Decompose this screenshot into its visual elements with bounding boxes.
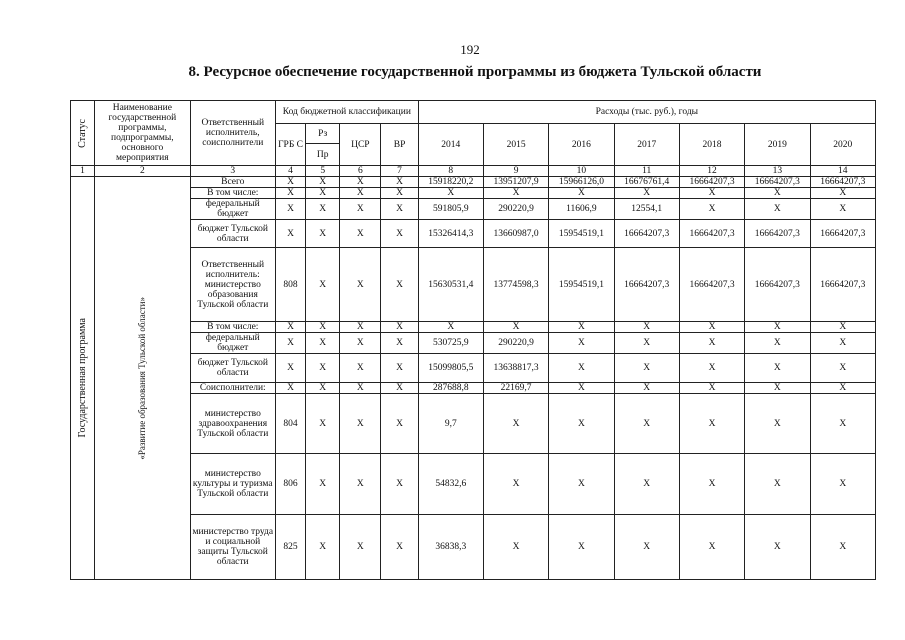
value-cell: X <box>418 188 483 199</box>
col-number: 12 <box>679 166 744 177</box>
value-cell: X <box>810 515 875 580</box>
value-cell: 22169,7 <box>483 383 548 394</box>
status-cell: Государственная программа <box>71 177 95 580</box>
code-cell-grbs: 806 <box>275 454 305 515</box>
row-label: Ответственный исполнитель: министерство образования Тульской области <box>190 248 275 322</box>
value-cell: X <box>549 188 614 199</box>
code-cell-vr: X <box>381 333 418 354</box>
value-cell: X <box>810 199 875 220</box>
code-cell-csr: X <box>340 354 381 383</box>
code-cell-csr: X <box>340 394 381 454</box>
value-cell: X <box>679 383 744 394</box>
value-cell: 15966126,0 <box>549 177 614 188</box>
code-cell-vr: X <box>381 383 418 394</box>
value-cell: X <box>614 333 679 354</box>
code-cell-csr: X <box>340 199 381 220</box>
table-row <box>71 177 876 188</box>
value-cell: X <box>810 333 875 354</box>
value-cell: X <box>614 322 679 333</box>
row-label: федеральный бюджет <box>190 199 275 220</box>
code-cell-csr: X <box>340 177 381 188</box>
value-cell: X <box>679 454 744 515</box>
value-cell: X <box>483 454 548 515</box>
header-year: 2017 <box>614 124 679 166</box>
code-cell-grbs: X <box>275 333 305 354</box>
table-row <box>71 199 876 220</box>
row-label: В том числе: <box>190 322 275 333</box>
value-cell: X <box>614 354 679 383</box>
header-year: 2019 <box>745 124 810 166</box>
header-year: 2016 <box>549 124 614 166</box>
code-cell-rz: X <box>306 248 340 322</box>
value-cell: X <box>679 394 744 454</box>
header-year: 2020 <box>810 124 875 166</box>
value-cell: 54832,6 <box>418 454 483 515</box>
header-status: Статус <box>71 101 95 166</box>
row-label: министерство культуры и туризма Тульской области <box>190 454 275 515</box>
header-pr: Пр <box>306 144 340 166</box>
code-cell-vr: X <box>381 220 418 248</box>
col-number: 13 <box>745 166 810 177</box>
code-cell-grbs: X <box>275 383 305 394</box>
value-cell: 13638817,3 <box>483 354 548 383</box>
code-cell-rz: X <box>306 454 340 515</box>
page-number: 192 <box>460 42 480 57</box>
header-csr: ЦСР <box>340 124 381 166</box>
value-cell: 16664207,3 <box>679 248 744 322</box>
code-cell-rz: X <box>306 220 340 248</box>
code-cell-vr: X <box>381 248 418 322</box>
value-cell: X <box>679 188 744 199</box>
row-label: бюджет Тульской области <box>190 220 275 248</box>
table-row <box>71 354 876 383</box>
code-cell-grbs: X <box>275 199 305 220</box>
col-number: 7 <box>381 166 418 177</box>
value-cell: 12554,1 <box>614 199 679 220</box>
value-cell: X <box>745 322 810 333</box>
value-cell: X <box>483 515 548 580</box>
value-cell: X <box>614 454 679 515</box>
value-cell: 16664207,3 <box>810 220 875 248</box>
value-cell: X <box>679 515 744 580</box>
value-cell: 16664207,3 <box>679 177 744 188</box>
value-cell: 287688,8 <box>418 383 483 394</box>
code-cell-grbs: X <box>275 188 305 199</box>
value-cell: X <box>745 188 810 199</box>
col-number: 5 <box>306 166 340 177</box>
code-cell-csr: X <box>340 220 381 248</box>
code-cell-rz: X <box>306 394 340 454</box>
row-label: федеральный бюджет <box>190 333 275 354</box>
row-label: Всего <box>190 177 275 188</box>
value-cell: 36838,3 <box>418 515 483 580</box>
value-cell: X <box>679 354 744 383</box>
value-cell: X <box>549 322 614 333</box>
code-cell-rz: X <box>306 188 340 199</box>
code-cell-vr: X <box>381 515 418 580</box>
resource-table <box>70 100 876 580</box>
table-row <box>71 394 876 454</box>
value-cell: 591805,9 <box>418 199 483 220</box>
col-number: 11 <box>614 166 679 177</box>
row-label: бюджет Тульской области <box>190 354 275 383</box>
header-executor: Ответственный исполнитель, соисполнители <box>190 101 275 166</box>
value-cell: X <box>549 333 614 354</box>
value-cell: X <box>810 383 875 394</box>
code-cell-vr: X <box>381 454 418 515</box>
value-cell: X <box>810 394 875 454</box>
value-cell: 13951207,9 <box>483 177 548 188</box>
value-cell: X <box>483 322 548 333</box>
table-row <box>71 220 876 248</box>
code-cell-csr: X <box>340 248 381 322</box>
value-cell: 15630531,4 <box>418 248 483 322</box>
code-cell-rz: X <box>306 322 340 333</box>
value-cell: 16664207,3 <box>810 177 875 188</box>
col-number: 2 <box>95 166 190 177</box>
code-cell-grbs: 808 <box>275 248 305 322</box>
value-cell: X <box>549 394 614 454</box>
table-row <box>71 322 876 333</box>
header-row-1 <box>71 101 876 124</box>
value-cell: X <box>745 333 810 354</box>
code-cell-grbs: X <box>275 354 305 383</box>
header-budget-code: Код бюджетной классификации <box>275 101 418 124</box>
header-vr: ВР <box>381 124 418 166</box>
value-cell: X <box>549 354 614 383</box>
code-cell-vr: X <box>381 177 418 188</box>
col-number: 4 <box>275 166 305 177</box>
code-cell-grbs: 804 <box>275 394 305 454</box>
value-cell: X <box>745 354 810 383</box>
value-cell: X <box>679 199 744 220</box>
code-cell-csr: X <box>340 454 381 515</box>
code-cell-vr: X <box>381 188 418 199</box>
value-cell: 15918220,2 <box>418 177 483 188</box>
row-label: В том числе: <box>190 188 275 199</box>
value-cell: X <box>810 188 875 199</box>
value-cell: X <box>483 394 548 454</box>
value-cell: 13774598,3 <box>483 248 548 322</box>
program-name-cell: «Развитие образования Тульской области» <box>95 177 190 580</box>
code-cell-grbs: X <box>275 322 305 333</box>
table-row <box>71 333 876 354</box>
value-cell: X <box>679 322 744 333</box>
value-cell: 290220,9 <box>483 333 548 354</box>
table-row <box>71 383 876 394</box>
table-row <box>71 515 876 580</box>
column-number-row <box>71 166 876 177</box>
document-title: 8. Ресурсное обеспечение государственной программы из бюджета Тульской области <box>188 64 762 80</box>
code-cell-rz: X <box>306 515 340 580</box>
value-cell: 16664207,3 <box>614 248 679 322</box>
value-cell: X <box>745 199 810 220</box>
header-grbs: ГРБ С <box>275 124 305 166</box>
row-label: министерство здравоохранения Тульской области <box>190 394 275 454</box>
code-cell-vr: X <box>381 199 418 220</box>
value-cell: X <box>549 454 614 515</box>
code-cell-rz: X <box>306 383 340 394</box>
value-cell: 15326414,3 <box>418 220 483 248</box>
value-cell: 15954519,1 <box>549 220 614 248</box>
table-row <box>71 248 876 322</box>
col-number: 3 <box>190 166 275 177</box>
code-cell-rz: X <box>306 199 340 220</box>
value-cell: X <box>549 515 614 580</box>
col-number: 6 <box>340 166 381 177</box>
value-cell: 15954519,1 <box>549 248 614 322</box>
value-cell: X <box>679 333 744 354</box>
value-cell: X <box>745 454 810 515</box>
value-cell: X <box>810 322 875 333</box>
code-cell-grbs: X <box>275 177 305 188</box>
value-cell: X <box>745 383 810 394</box>
value-cell: X <box>614 394 679 454</box>
value-cell: 16676761,4 <box>614 177 679 188</box>
code-cell-rz: X <box>306 177 340 188</box>
value-cell: 16664207,3 <box>745 177 810 188</box>
value-cell: 530725,9 <box>418 333 483 354</box>
value-cell: 290220,9 <box>483 199 548 220</box>
table-row <box>71 454 876 515</box>
table-row <box>71 188 876 199</box>
value-cell: 16664207,3 <box>679 220 744 248</box>
col-number: 9 <box>483 166 548 177</box>
code-cell-rz: X <box>306 354 340 383</box>
value-cell: X <box>810 354 875 383</box>
value-cell: X <box>483 188 548 199</box>
row-label: министерство труда и социальной защиты Тульской области <box>190 515 275 580</box>
value-cell: X <box>614 188 679 199</box>
code-cell-csr: X <box>340 333 381 354</box>
value-cell: 11606,9 <box>549 199 614 220</box>
col-number: 8 <box>418 166 483 177</box>
code-cell-csr: X <box>340 188 381 199</box>
value-cell: 16664207,3 <box>810 248 875 322</box>
col-number: 1 <box>71 166 95 177</box>
row-label: Соисполнители: <box>190 383 275 394</box>
code-cell-grbs: 825 <box>275 515 305 580</box>
header-year: 2014 <box>418 124 483 166</box>
value-cell: X <box>614 515 679 580</box>
header-year: 2015 <box>483 124 548 166</box>
value-cell: X <box>745 394 810 454</box>
code-cell-csr: X <box>340 383 381 394</box>
code-cell-csr: X <box>340 322 381 333</box>
value-cell: 9,7 <box>418 394 483 454</box>
code-cell-csr: X <box>340 515 381 580</box>
code-cell-vr: X <box>381 354 418 383</box>
value-cell: 16664207,3 <box>745 248 810 322</box>
value-cell: 16664207,3 <box>745 220 810 248</box>
value-cell: 16664207,3 <box>614 220 679 248</box>
value-cell: X <box>614 383 679 394</box>
value-cell: X <box>745 515 810 580</box>
value-cell: 15099805,5 <box>418 354 483 383</box>
code-cell-grbs: X <box>275 220 305 248</box>
header-rz: Рз <box>306 124 340 144</box>
code-cell-vr: X <box>381 394 418 454</box>
col-number: 10 <box>549 166 614 177</box>
header-expenses: Расходы (тыс. руб.), годы <box>418 101 875 124</box>
value-cell: X <box>810 454 875 515</box>
header-name: Наименование государственной программы, подпрограммы, основного мероприятия <box>95 101 190 166</box>
header-year: 2018 <box>679 124 744 166</box>
col-number: 14 <box>810 166 875 177</box>
value-cell: X <box>418 322 483 333</box>
code-cell-rz: X <box>306 333 340 354</box>
value-cell: X <box>549 383 614 394</box>
code-cell-vr: X <box>381 322 418 333</box>
value-cell: 13660987,0 <box>483 220 548 248</box>
